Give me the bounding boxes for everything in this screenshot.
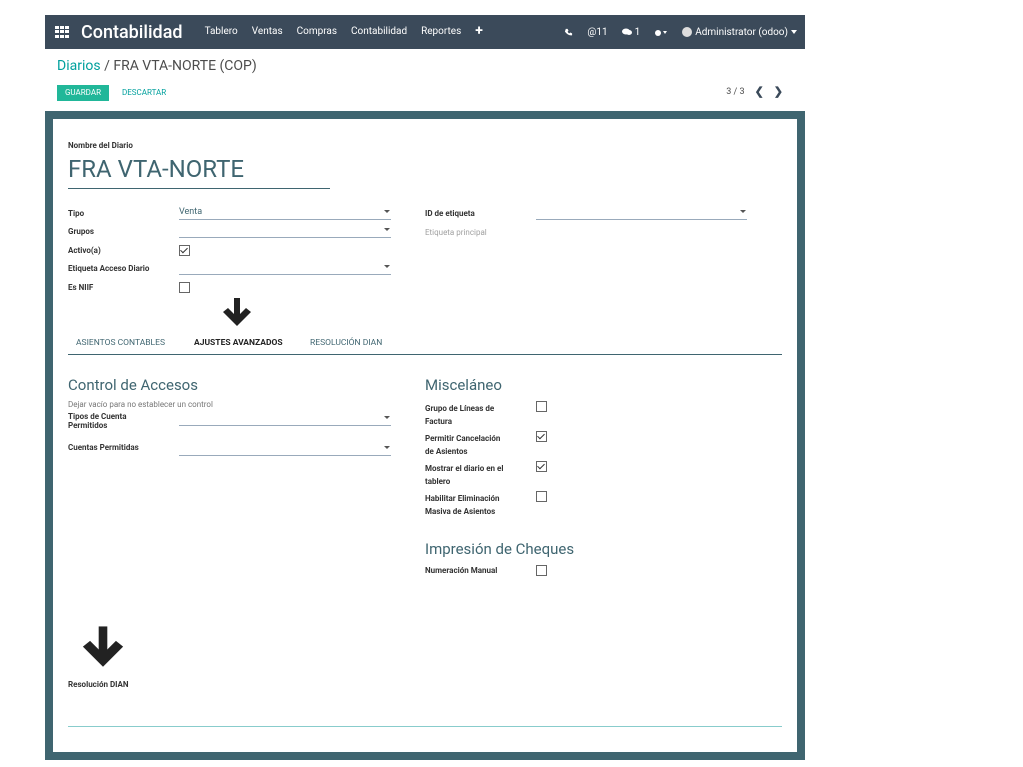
form-background xyxy=(45,111,805,760)
activo-checkbox[interactable] xyxy=(179,245,190,256)
pager-value[interactable]: 3 / 3 xyxy=(726,86,745,97)
permitir-cancelacion-label xyxy=(425,432,500,458)
numeracion-manual-label: Numeración Manual xyxy=(425,566,498,575)
cuentas-permitidas-select[interactable] xyxy=(179,443,391,456)
pager xyxy=(726,85,783,98)
tipo-value: Venta xyxy=(179,207,203,217)
eliminacion-masiva-checkbox[interactable] xyxy=(536,491,547,502)
es-niif-label: Es NIIF xyxy=(68,283,94,292)
grupos-label: Grupos xyxy=(68,227,94,236)
permitir-cancelacion-label-line2: de Asientos xyxy=(425,447,468,456)
notebook-tabs xyxy=(68,336,782,355)
caret-down-icon xyxy=(384,446,390,449)
top-navbar xyxy=(45,15,805,49)
es-niif-checkbox[interactable] xyxy=(179,282,190,293)
mostrar-tablero-label-line1: Mostrar el diario en el xyxy=(425,464,504,473)
eliminacion-masiva-label-line1: Habilitar Eliminación xyxy=(425,494,500,503)
form-sheet xyxy=(53,119,797,752)
caret-down-icon xyxy=(384,265,390,268)
tipos-cuenta-label-line2: Permitidos xyxy=(68,421,108,430)
id-etiqueta-label: ID de etiqueta xyxy=(425,209,475,218)
discard-button[interactable]: DESCARTAR xyxy=(122,88,167,97)
etiqueta-principal-label: Etiqueta principal xyxy=(425,228,487,237)
tab-asientos-contables[interactable]: ASIENTOS CONTABLES xyxy=(76,338,166,348)
chat-icon xyxy=(622,28,632,36)
etiqueta-acceso-select[interactable] xyxy=(179,262,391,275)
apps-menu-icon[interactable] xyxy=(55,26,69,38)
permitir-cancelacion-label-line1: Permitir Cancelación xyxy=(425,434,501,443)
breadcrumb-separator: / xyxy=(104,58,110,74)
add-menu-icon[interactable]: + xyxy=(475,22,483,39)
tipo-select[interactable] xyxy=(179,207,391,220)
messages-count: 1 xyxy=(634,26,641,38)
caret-down-icon xyxy=(384,210,390,213)
numeracion-manual-checkbox[interactable] xyxy=(536,565,547,576)
mentions-count: @11 xyxy=(587,26,608,38)
section-impresion-cheques: Impresión de Cheques xyxy=(425,540,575,558)
caret-down-icon xyxy=(384,416,390,419)
messages-indicator[interactable] xyxy=(622,27,641,38)
caret-down-icon xyxy=(740,210,746,213)
arrow-down-icon xyxy=(80,625,126,671)
id-etiqueta-select[interactable] xyxy=(536,207,747,220)
grupo-lineas-checkbox[interactable] xyxy=(536,401,547,412)
resolucion-dian-label: Resolución DIAN xyxy=(68,680,129,689)
resolucion-dian-textarea[interactable] xyxy=(68,726,782,727)
mostrar-tablero-label-line2: tablero xyxy=(425,477,451,486)
avatar xyxy=(682,27,692,37)
pager-previous-icon[interactable]: ❮ xyxy=(754,85,764,98)
tipos-cuenta-select[interactable] xyxy=(179,413,391,426)
caret-down-icon xyxy=(384,228,390,231)
section-control-accesos: Control de Accesos xyxy=(68,376,198,394)
debug-icon[interactable] xyxy=(654,28,668,37)
section-miscelaneo: Misceláneo xyxy=(425,376,502,394)
menu-item-tablero[interactable]: Tablero xyxy=(204,25,238,37)
journal-name-field[interactable]: FRA VTA-NORTE xyxy=(68,155,330,189)
mostrar-tablero-checkbox[interactable] xyxy=(536,461,547,472)
name-label: Nombre del Diario xyxy=(68,141,133,150)
user-name: Administrator (odoo) xyxy=(695,26,788,38)
breadcrumb-parent[interactable]: Diarios xyxy=(57,58,101,74)
control-panel xyxy=(45,49,805,111)
breadcrumb xyxy=(57,58,257,74)
activo-label: Activo(a) xyxy=(68,246,101,255)
tipos-cuenta-label-line1: Tipos de Cuenta xyxy=(68,412,127,421)
main-menu xyxy=(204,22,497,39)
menu-item-reportes[interactable]: Reportes xyxy=(421,25,462,37)
user-menu[interactable] xyxy=(682,27,797,38)
eliminacion-masiva-label-line2: Masiva de Asientos xyxy=(425,507,496,516)
pager-next-icon[interactable]: ❯ xyxy=(773,85,783,98)
eliminacion-masiva-label xyxy=(425,492,500,518)
arrow-down-icon xyxy=(221,297,253,329)
systray xyxy=(550,15,797,49)
control-hint: Dejar vacío para no establecer un control xyxy=(68,400,213,409)
mentions-indicator[interactable] xyxy=(587,27,607,38)
app-window xyxy=(45,15,805,760)
save-button[interactable]: GUARDAR xyxy=(57,85,109,101)
menu-item-contabilidad[interactable]: Contabilidad xyxy=(351,25,408,37)
breadcrumb-current: FRA VTA-NORTE (COP) xyxy=(113,58,257,74)
mostrar-tablero-label xyxy=(425,462,503,488)
grupo-lineas-label-line2: Factura xyxy=(425,417,452,426)
tipos-cuenta-label xyxy=(68,412,127,430)
cuentas-permitidas-label: Cuentas Permitidas xyxy=(68,443,139,452)
chevron-down-icon xyxy=(791,30,797,34)
app-brand[interactable]: Contabilidad xyxy=(81,21,183,43)
etiqueta-acceso-label: Etiqueta Acceso Diario xyxy=(68,264,150,273)
menu-item-compras[interactable]: Compras xyxy=(296,25,338,37)
grupo-lineas-label-line1: Grupo de Líneas de xyxy=(425,404,495,413)
tipo-label: Tipo xyxy=(68,209,85,218)
tab-ajustes-avanzados[interactable]: AJUSTES AVANZADOS xyxy=(194,338,283,348)
permitir-cancelacion-checkbox[interactable] xyxy=(536,431,547,442)
phone-icon[interactable] xyxy=(564,28,573,37)
menu-item-ventas[interactable]: Ventas xyxy=(251,25,283,37)
tab-resolucion-dian[interactable]: RESOLUCIÓN DIAN xyxy=(310,338,383,348)
grupo-lineas-label xyxy=(425,402,494,428)
grupos-select[interactable] xyxy=(179,225,391,238)
